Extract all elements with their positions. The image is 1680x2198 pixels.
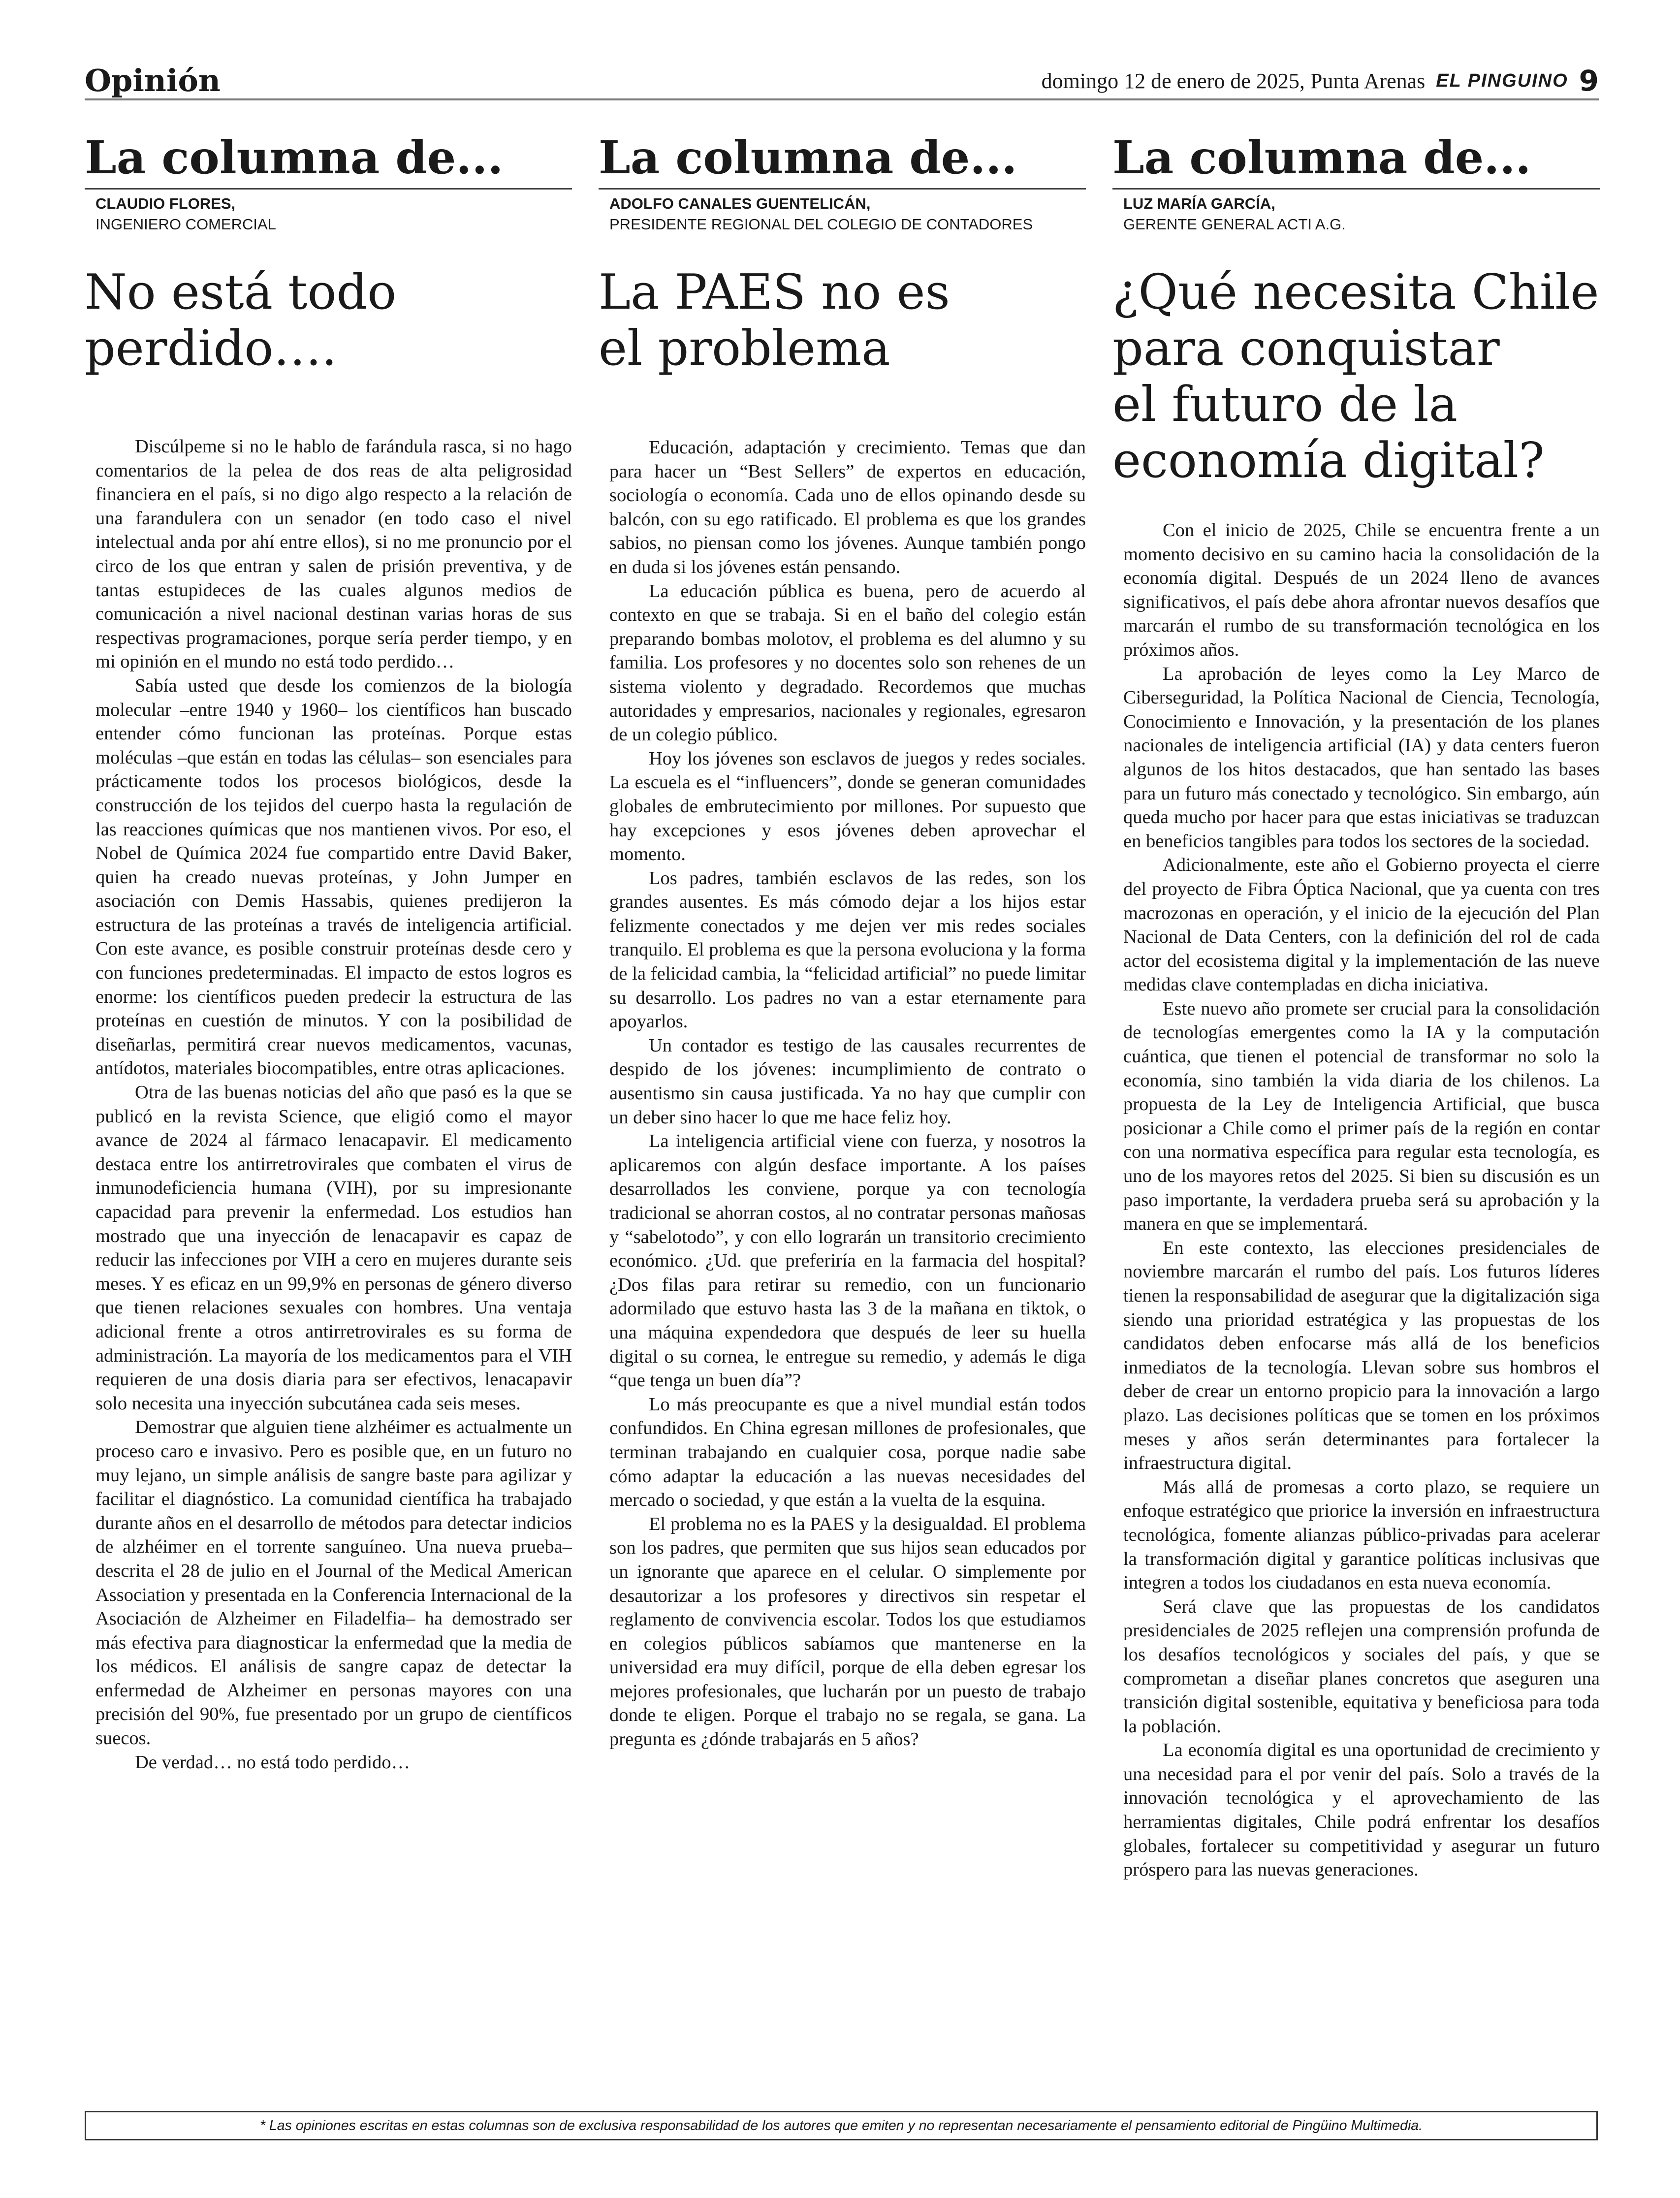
author-role: PRESIDENTE REGIONAL DEL COLEGIO DE CONTADORES [609,216,1033,233]
title-line: ¿Qué necesita Chile [1112,264,1599,320]
title-line: No está todo [85,264,397,320]
disclaimer-box [85,2111,1598,2140]
dateline: domingo 12 de enero de 2025, Punta Arenas [1041,68,1426,93]
paragraph: Más allá de promesas a corto plazo, se requiere un enfoque estratégico que priorice la inversión en infraestructura tecnológica, fomente alianzas público-privadas para acelerar la transformación digital y garantice políticas inclusivas que integren a todos los ciudadanos en esta nueva economía. [1123,1476,1600,1593]
page-header [85,63,1599,100]
column-3 [1112,129,1600,1882]
section-label: Opinión [85,63,221,98]
column-label: La columna de... [1112,129,1600,190]
paragraph: De verdad… no está todo perdido… [135,1752,411,1773]
paragraph: Con el inicio de 2025, Chile se encuentra frente a un momento decisivo en su camino hacia la consolidación de la economía digital. Después de un 2024 lleno de avances significativos, el país debe ahora afrontar nuevos desafíos que marcarán el rumbo de su transformación tecnológica en los próximos años. [1123,520,1600,660]
paragraph: Los padres, también esclavos de las redes, son los grandes ausentes. Es más cómodo dejar a los hijos estar felizmente conectados y me dejen ver mis redes sociales tranquilo. El problema es que la persona evoluciona y la forma de la felicidad cambia, la “felicidad artificial” no puede limitar su desarrollo. Los padres no van a estar eternamente para apoyarlos. [609,867,1086,1032]
paragraph: Educación, adaptación y crecimiento. Temas que dan para hacer un “Best Sellers” de expertos en educación, sociología o economía. Cada uno de ellos opinando desde su balcón, con su ego ratificado. El problema es que los grandes sabios, no piensan como los jóvenes. Aunque también pongo en duda si los jóvenes están pensando. [609,437,1086,577]
title-line: La PAES no es [599,264,950,320]
column-label: La columna de... [85,129,572,190]
paragraph: La aprobación de leyes como la Ley Marco de Ciberseguridad, la Política Nacional de Ciencia, Tecnología, Conocimiento e Innovación, y la presentación de los planes nacionales de inteligencia artificial (IA) y data centers fueron algunos de los hitos destacados, que han sentado las bases para un futuro más conectado y tecnológico. Sin embargo, aún queda mucho por hacer para que estas iniciativas se traduzcan en beneficios tangibles para todos los sectores de la sociedad. [1123,663,1600,852]
article-body [95,435,572,1774]
masthead-logo: EL PINGUINO [1436,70,1568,91]
paragraph: Hoy los jóvenes son esclavos de juegos y redes sociales. La escuela es el “influencers”, donde se generan comunidades globales de embrutecimiento por millones. Por supuesto que hay excepciones y esos jóvenes deben aprovechar el momento. [609,748,1086,865]
paragraph: El problema no es la PAES y la desigualdad. El problema son los padres, que permiten que sus hijos sean educados por un ignorante que aparece en el celular. O simplemente por desautorizar a los profesores y directivos sin respetar el reglamento de convivencia escolar. Todos los que estudiamos en colegios públicos sabíamos que mantenerse en la universidad era muy difícil, porque de ella deben egresar los mejores profesionales, que lucharán por un puesto de trabajo donde te eligen. Porque el trabajo no se regala, se gana. La pregunta es ¿dónde trabajarás en 5 años? [609,1513,1086,1750]
title-line: para conquistar [1112,320,1500,377]
author-byline [599,193,1086,235]
paragraph: Demostrar que alguien tiene alzhéimer es actualmente un proceso caro e invasivo. Pero es posible que, en un futuro no muy lejano, un simple análisis de sangre baste para agilizar y facilitar el diagnóstico. La comunidad científica ha trabajado durante años en el desarrollo de métodos para detectar indicios de alzhéimer en el torrente sanguíneo. Una nueva prueba–descrita el 28 de julio en el Journal of the Medical American Association y presentada en la Conferencia Internacional de la Asociación de Alzheimer en Filadelfia– ha demostrado ser más efectiva para diagnosticar la enfermedad que la media de los médicos. El análisis de sangre capaz de detectar la enfermedad de Alzheimer en personas mayores con una precisión del 90%, fue presentado por un grupo de científicos suecos. [95,1417,572,1749]
paragraph: En este contexto, las elecciones presidenciales de noviembre marcarán el rumbo del país. Los futuros líderes tienen la responsabilidad de asegurar que la digitalización siga siendo una prioridad estratégica y las propuestas de los candidatos deben enfocarse más allá de los beneficios inmediatos de la tecnología. Llevan sobre sus hombros el deber de crear un entorno propicio para la innovación a largo plazo. Las decisiones políticas que se tomen en los próximos meses y años serán determinantes para fortalecer la infraestructura digital. [1123,1237,1600,1474]
paragraph: Este nuevo año promete ser crucial para la consolidación de tecnologías emergentes como la IA y la computación cuántica, que tienen el potencial de transformar no solo la economía, sino también la vida diaria de los chilenos. La propuesta de la Ley de Inteligencia Artificial, que busca posicionar a Chile como el primer país de la región en contar con una normativa específica para regular esta tecnología, es uno de los mayores retos del 2025. Si bien su discusión es un paso importante, la verdadera prueba será su aprobación y la manera en que se implementará. [1123,998,1600,1235]
title-line: el problema [599,320,890,377]
paragraph: Será clave que las propuestas de los candidatos presidenciales de 2025 reflejen una comprensión profunda de los desafíos tecnológicos y sociales del país, y que se comprometan a diseñar planes concretos que aseguren una transición digital sostenible, equitativa y beneficiosa para toda la población. [1123,1596,1600,1737]
paragraph: Sabía usted que desde los comienzos de la biología molecular –entre 1940 y 1960– los científicos han buscado entender cómo funcionan las proteínas. Porque estas moléculas –que están en todas las células– son esenciales para prácticamente todos los procesos biológicos, desde la construcción de los tejidos del cuerpo hasta la regulación de las reacciones químicas que nos mantienen vivos. Por eso, el Nobel de Química 2024 fue compartido entre David Baker, quien ha creado nuevas proteínas, y John Jumper en asociación con Demis Hassabis, quienes predijeron la estructura de las proteínas a través de inteligencia artificial. Con este avance, es posible construir proteínas desde cero y con funciones predeterminadas. El impacto de estos logros es enorme: los científicos pueden predecir la estructura de las proteínas en cuestión de minutos. Y con la posibilidad de diseñarlas, permitirá crear nuevos medicamentos, vacunas, antídotos, materiales biocompatibles, entre otras aplicaciones. [95,675,572,1079]
title-line: economía digital? [1112,433,1545,489]
header-meta [1042,63,1599,98]
paragraph: La inteligencia artificial viene con fuerza, y nosotros la aplicaremos con algún desface importante. A los países desarrollados les conviene, porque ya con tecnología tradicional se ahorran costos, al no contratar personas mañosas y “sabelotodo”, y con ello lograrán un transitorio crecimiento económico. ¿Ud. que preferiría en la farmacia del hospital? ¿Dos filas para retirar su remedio, con un funcionario adormilado que estuvo hasta las 3 de la mañana en tiktok, o una máquina expendedora que después de leer su huella digital o su cornea, le entregue su remedio, y además le diga “que tenga un buen día”? [609,1131,1086,1391]
paragraph: Adicionalmente, este año el Gobierno proyecta el cierre del proyecto de Fibra Óptica Nacional, que ya cuenta con tres macrozonas en operación, y el inicio de la ejecución del Plan Nacional de Data Centers, con la definición del rol de cada actor del ecosistema digital y la implementación de las nueve medidas clave contempladas en dicha iniciativa. [1123,855,1600,995]
page-number: 9 [1579,64,1599,97]
column-2 [599,129,1086,1752]
author-byline [1112,193,1600,235]
author-name: LUZ MARÍA GARCÍA, [1123,195,1275,212]
paragraph: Un contador es testigo de las causales recurrentes de despido de los jóvenes: incumplimiento de contrato o ausentismo sin causa justificada. Ya no hay que cumplir con un deber sino hacer lo que me hace feliz hoy. [609,1035,1086,1128]
article-title [85,264,572,377]
column-1 [85,129,572,1774]
column-label: La columna de... [599,129,1086,190]
author-role: INGENIERO COMERCIAL [95,216,276,233]
author-name: CLAUDIO FLORES, [95,195,236,212]
paragraph: Discúlpeme si no le hablo de farándula rasca, si no hago comentarios de la pelea de dos reas de alta peligrosidad financiera en el país, si no digo algo respecto a la relación de una farandulera con un senador (en todo caso el nivel intelectual anda por ahí entre ellos), si no me pronuncio por el circo de los que entran y salen de prisión preventiva, y de tantas estupideces de las cuales algunos medios de comunicación a nivel nacional destinan varias horas de sus respectivas programaciones, porque sería perder tiempo, y en mi opinión en el mundo no está todo perdido… [95,436,572,672]
paragraph: Lo más preocupante es que a nivel mundial están todos confundidos. En China egresan millones de profesionales, que terminan trabajando en cualquier cosa, porque nadie sabe cómo adaptar la educación a las nuevas necesidades del mercado o sociedad, y que están a la vuelta de la esquina. [609,1394,1086,1511]
disclaimer-text: * Las opiniones escritas en estas columnas son de exclusiva responsabilidad de los autores que emiten y no representan necesariamente el pensamiento editorial de Pingüino Multimedia. [259,2117,1423,2134]
paragraph: Otra de las buenas noticias del año que pasó es la que se publicó en la revista Science, que eligió como el mayor avance de 2024 al fármaco lenacapavir. El medicamento destaca entre los antirretrovirales que combaten el virus de inmunodeficiencia humana (VIH), por su impresionante capacidad para prevenir la enfermedad. Los estudios han mostrado que una inyección de lenacapavir es capaz de reducir las infecciones por VIH a cero en mujeres durante seis meses. Y es eficaz en un 99,9% en personas de género diverso que tienen relaciones sexuales con hombres. Una ventaja adicional frente a otros antirretrovirales es su forma de administración. La mayoría de los medicamentos para el VIH requieren de una dosis diaria para ser efectivos, lenacapavir solo necesita una inyección subcutánea cada seis meses. [95,1082,572,1414]
author-name: ADOLFO CANALES GUENTELICÁN, [609,195,871,212]
title-line: perdido…. [85,320,337,377]
paragraph: La educación pública es buena, pero de acuerdo al contexto en que se trabaja. Si en el baño del colegio están preparando bombas molotov, el problema es del alumno y su familia. Los profesores y no docentes solo son rehenes de un sistema violento y degradado. Recordemos que muchas autoridades y empresarios, nacionales y regionales, egresaron de un colegio público. [609,580,1086,745]
paragraph: La economía digital es una oportunidad de crecimiento y una necesidad para el por venir del país. Solo a través de la innovación tecnológica y el aprovechamiento de las herramientas digitales, Chile podrá enfrentar los desafíos globales, fortalecer su competitividad y asegurar un futuro próspero para las nuevas generaciones. [1123,1740,1600,1880]
title-line: el futuro de la [1112,377,1458,433]
article-title [1112,264,1600,489]
article-body [609,436,1086,1752]
article-title [599,264,1086,377]
article-body [1123,518,1600,1882]
author-role: GERENTE GENERAL ACTI A.G. [1123,216,1346,233]
author-byline [85,193,572,235]
